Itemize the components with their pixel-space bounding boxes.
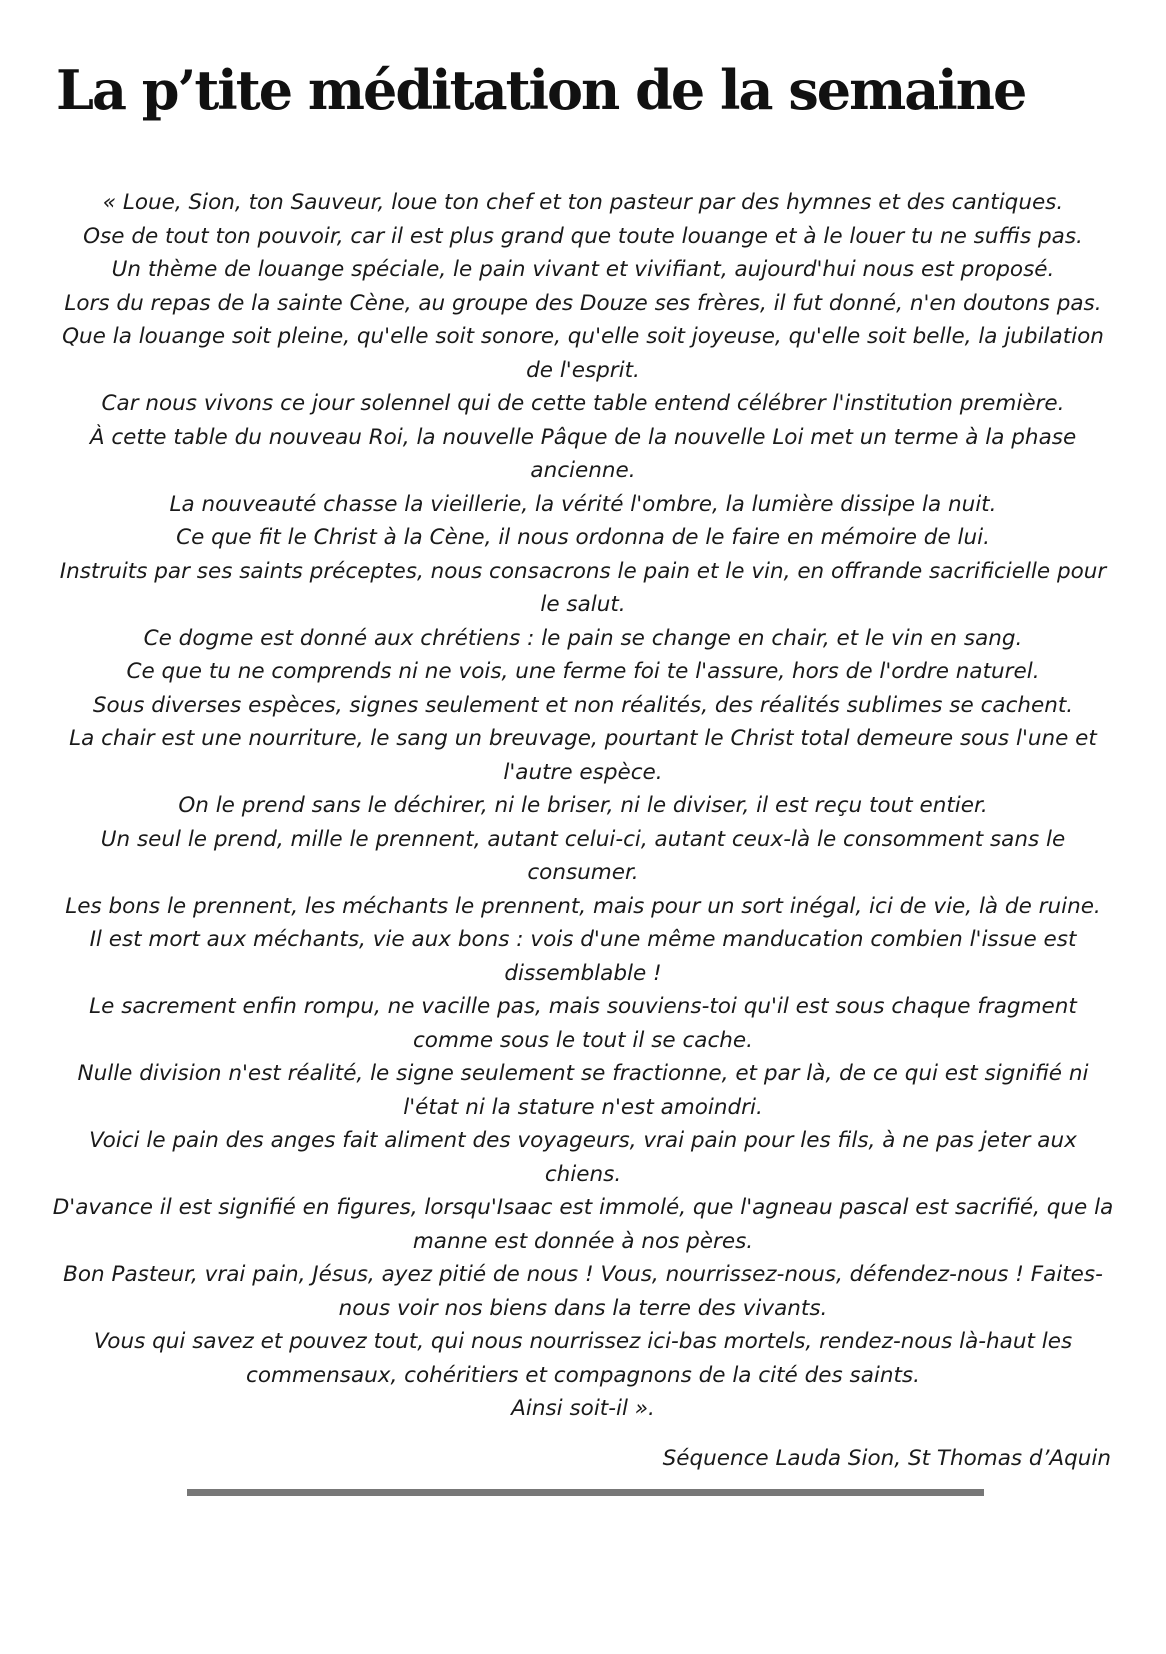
- poem-line: Vous qui savez et pouvez tout, qui nous nourrissez ici-bas mortels, rendez-nous là-haut les commensaux, cohéritiers et compagnons de la cité des saints.: [93, 1329, 1073, 1388]
- poem-line: La chair est une nourriture, le sang un breuvage, pourtant le Christ total demeure sous l'une et l'autre espèce.: [69, 726, 1097, 785]
- poem-line: Les bons le prennent, les méchants le prennent, mais pour un sort inégal, ici de vie, là de ruine.: [65, 893, 1101, 919]
- poem-line: Il est mort aux méchants, vie aux bons : vois d'une même manducation combien l'issue est dissemblable !: [89, 927, 1077, 986]
- poem-line: Nulle division n'est réalité, le signe seulement se fractionne, et par là, de ce qui est signifié ni l'état ni la stature n'est amoindri.: [77, 1061, 1089, 1120]
- poem-line: Car nous vivons ce jour solennel qui de cette table entend célébrer l'institution première.: [101, 391, 1065, 416]
- divider: [187, 1489, 984, 1496]
- poem-line: « Loue, Sion, ton Sauveur, loue ton chef et ton pasteur par des hymnes et des cantiques.: [102, 190, 1064, 215]
- poem-line: D'avance il est signifié en figures, lorsqu'Isaac est immolé, que l'agneau pascal est sacrifié, que la manne est donnée à nos pères.: [52, 1195, 1114, 1254]
- poem-line: Le sacrement enfin rompu, ne vacille pas, mais souviens-toi qu'il est sous chaque fragment comme sous le tout il se cache.: [89, 994, 1077, 1053]
- poem-line: Que la louange soit pleine, qu'elle soit sonore, qu'elle soit joyeuse, qu'elle soit belle, la jubilation de l'esprit.: [62, 324, 1104, 383]
- poem-line: On le prend sans le déchirer, ni le briser, ni le diviser, il est reçu tout entier.: [178, 793, 988, 818]
- poem-line: Bon Pasteur, vrai pain, Jésus, ayez pitié de nous ! Vous, nourrissez-nous, défendez-nous ! Faites-nous voir nos biens dans la terre des vivants.: [63, 1262, 1103, 1321]
- poem-line: Un thème de louange spéciale, le pain vivant et vivifiant, aujourd'hui nous est proposé.: [111, 257, 1055, 282]
- poem-line: La nouveauté chasse la vieillerie, la vérité l'ombre, la lumière dissipe la nuit.: [169, 491, 997, 517]
- poem-line: Un seul le prend, mille le prennent, autant celui-ci, autant ceux-là le consomment sans le consumer.: [100, 826, 1066, 885]
- poem-line: Instruits par ses saints préceptes, nous consacrons le pain et le vin, en offrande sacrificielle pour le salut.: [59, 558, 1107, 617]
- poem-line: Lors du repas de la sainte Cène, au groupe des Douze ses frères, il fut donné, n'en doutons pas.: [64, 290, 1102, 316]
- poem-line: Ce que fit le Christ à la Cène, il nous ordonna de le faire en mémoire de lui.: [176, 525, 990, 550]
- poem-line: Ce dogme est donné aux chrétiens : le pain se change en chair, et le vin en sang.: [143, 625, 1023, 651]
- poem-line: À cette table du nouveau Roi, la nouvelle Pâque de la nouvelle Loi met un terme à la phase ancienne.: [89, 424, 1077, 483]
- poem-line: Sous diverses espèces, signes seulement et non réalités, des réalités sublimes se cachent.: [92, 692, 1074, 718]
- poem-line: Voici le pain des anges fait aliment des voyageurs, vrai pain pour les fils, à ne pas jeter aux chiens.: [89, 1128, 1077, 1187]
- poem-line: Ose de tout ton pouvoir, car il est plus grand que toute louange et à le louer tu ne suffis pas.: [83, 223, 1083, 249]
- poem-line: Ce que tu ne comprends ni ne vois, une ferme foi te l'assure, hors de l'ordre naturel.: [126, 659, 1040, 684]
- page-title: La p’tite méditation de la semaine: [56, 58, 1026, 122]
- attribution: Séquence Lauda Sion, St Thomas d’Aquin: [662, 1446, 1111, 1471]
- poem-line: Ainsi soit-il ».: [511, 1396, 655, 1421]
- poem-body: [48, 186, 1118, 1426]
